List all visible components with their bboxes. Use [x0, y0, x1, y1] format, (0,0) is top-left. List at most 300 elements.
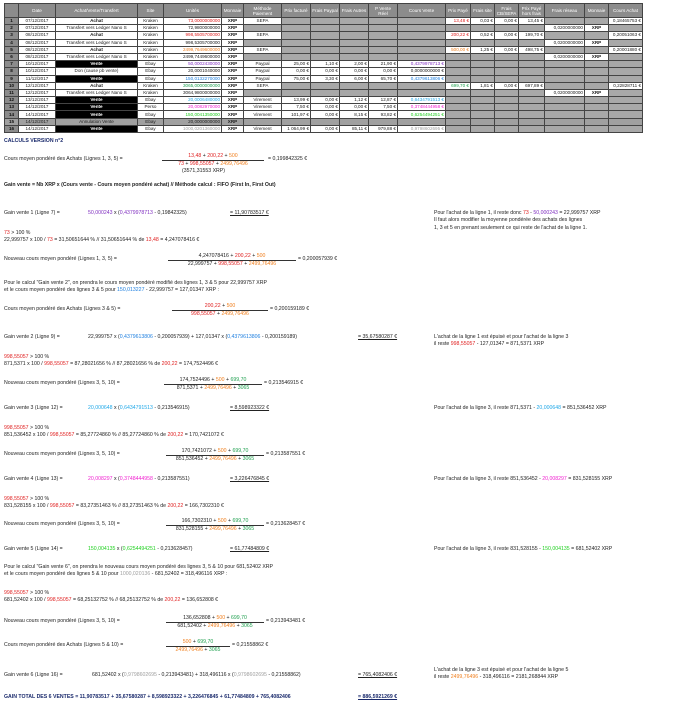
cell-fa: [340, 82, 369, 89]
cell-cur2: XRP: [585, 25, 609, 32]
cell-site: Kraken: [138, 89, 164, 96]
table-row: [5, 39, 643, 46]
table-row: [5, 61, 643, 68]
cell-cur: XRP: [222, 53, 244, 60]
formula: Gain vente = Nb XRP x (Cours vente - Cours moyen pondéré achat) // Méthode calcul : FIFO (First In, First Out): [4, 182, 276, 188]
cell-fc: [495, 118, 519, 125]
p3a: 998,55057 > 100 %: [4, 425, 50, 431]
cell-fp: [311, 32, 340, 39]
cell-type: Vente: [56, 97, 138, 104]
cell-pf: [282, 46, 311, 53]
cell-fs: [471, 89, 495, 96]
cell-fa: 0,00 €: [340, 104, 369, 111]
cell-pf: [282, 25, 311, 32]
cell-cv: [398, 46, 446, 53]
cell-type: Transfert vers Ledger Nano S: [56, 89, 138, 96]
g2-result: = 35,67580287 €: [358, 334, 398, 340]
cell-pp: [446, 68, 471, 75]
cell-type: Achat: [56, 18, 138, 25]
cell-cv: 0,0000000000 €: [398, 68, 446, 75]
cell-n: 15: [5, 118, 19, 125]
cmp35-numerator: 200,22 + 500: [172, 303, 268, 311]
cell-n: 12: [5, 97, 19, 104]
cell-pvr: 979,88 €: [369, 125, 398, 132]
cell-cur2: [585, 104, 609, 111]
cell-cur: XRP: [222, 82, 244, 89]
cell-cv: [398, 118, 446, 125]
cell-ca: [609, 89, 643, 96]
cell-type: Vente: [56, 111, 138, 118]
cell-date: 14/12/2017: [19, 104, 56, 111]
table-header-row: [5, 4, 643, 18]
note6-l2: il reste 2499,76496 - 318,496116 = 2181,268844 XRP: [434, 674, 559, 680]
cell-fp: 1,10 €: [311, 61, 340, 68]
cell-cur2: [585, 61, 609, 68]
cell-type: Vente: [56, 75, 138, 82]
ncmp1-denominator: 22,999757 + 998,55057 + 2499,76496: [187, 261, 277, 267]
cell-date: 08/12/2017: [19, 32, 56, 39]
para2-l1: Pour le calcul "Gain vente 2", on prendra le cours moyen pondéré modifié des lignes 1, 3 & 5 pour 22,999757 XRP: [4, 280, 267, 286]
cell-pp: [446, 39, 471, 46]
cell-pp: [446, 111, 471, 118]
g5-label: Gain vente 5 (Ligne 14) =: [4, 546, 63, 552]
column-header: Monnaie: [585, 4, 609, 18]
ncmp4-numerator: 166,7302310 + 500 + 699,70: [166, 518, 264, 526]
cell-ca: [609, 39, 643, 46]
cell-fr: 0,0200000000: [545, 39, 585, 46]
cell-units: 72,9800000000: [164, 25, 222, 32]
para6-l1: Pour le calcul "Gain vente 6", on prendra le nouveau cours moyen pondéré des lignes 3, 5 & 10 pour 681,52402 XRP: [4, 564, 273, 570]
cell-method: Virement: [244, 111, 282, 118]
cell-cv: [398, 39, 446, 46]
cell-n: 5: [5, 46, 19, 53]
cell-fc: [495, 25, 519, 32]
cell-cv: 0,4379613806 €: [398, 75, 446, 82]
p4b: 831,528155 x 100 / 998,55057 = 83,27351463 % // 83,27351463 % de 200,22 = 166,7302310 €: [4, 503, 224, 509]
column-header: [5, 4, 19, 18]
cmp1-fraction: [162, 153, 264, 168]
cell-fc: 0,00 €: [495, 18, 519, 25]
cell-n: 4: [5, 39, 19, 46]
cell-fr: [545, 125, 585, 132]
cell-pp: [446, 53, 471, 60]
cell-site: Kraken: [138, 53, 164, 60]
cell-cur2: XRP: [585, 53, 609, 60]
cell-fa: 8,15 €: [340, 111, 369, 118]
cell-ca: [609, 75, 643, 82]
cell-fa: 85,11 €: [340, 125, 369, 132]
cell-n: 3: [5, 32, 19, 39]
cell-fa: [340, 32, 369, 39]
cell-method: [244, 118, 282, 125]
cell-site: Kraken: [138, 32, 164, 39]
table-row: [5, 82, 643, 89]
cell-fp: 0,00 €: [311, 125, 340, 132]
cell-ca: [609, 111, 643, 118]
note1-l2: Il faut alors modifier la moyenne pondérée des achats des lignes: [434, 217, 583, 223]
table-row: [5, 32, 643, 39]
cell-pvr: 93,82 €: [369, 111, 398, 118]
p5b: 681,52402 x 100 / 998,55057 = 68,25132752 % // 68,25132752 % de 200,22 = 136,652808 €: [4, 597, 219, 603]
cell-pp: [446, 75, 471, 82]
cell-fa: [340, 89, 369, 96]
cell-fs: [471, 97, 495, 104]
cell-date: 08/12/2017: [19, 53, 56, 60]
cell-fc: 0,00 €: [495, 32, 519, 39]
ncmp5-denominator: 681,52402 + 2499,76496 + 3065: [177, 623, 253, 629]
cell-site: Kraken: [138, 18, 164, 25]
cell-units: 20,0001040000: [164, 68, 222, 75]
cell-cv: [398, 32, 446, 39]
g6-label: Gain vente 6 (Ligne 16) =: [4, 672, 63, 678]
cell-fp: 0,00 €: [311, 68, 340, 75]
cell-fs: 0,03 €: [471, 18, 495, 25]
cell-pvr: [369, 89, 398, 96]
g4-expr: 20,008297 x (0,3748444958 - 0,213587551): [88, 476, 190, 482]
cmp35-fraction: [172, 303, 268, 318]
cell-fr: [545, 104, 585, 111]
note3: Pour l'achat de la ligne 3, il reste 871,5371 - 20,000648 = 851,536452 XRP: [434, 405, 607, 411]
cell-fc: [495, 68, 519, 75]
cell-cur2: [585, 118, 609, 125]
ncmp2-result: = 0,213546915 €: [264, 380, 304, 386]
cmp35-result: = 0,200159189 €: [270, 306, 310, 312]
cell-cv: 0,6254494251 €: [398, 111, 446, 118]
cell-fr: [545, 111, 585, 118]
cell-date: 07/12/2017: [19, 18, 56, 25]
cell-pvr: [369, 32, 398, 39]
cell-pvr: [369, 25, 398, 32]
ncmp1-result: = 0,200057939 €: [298, 256, 338, 262]
g1-result: = 11,90783517 €: [230, 210, 269, 216]
cell-cur: XRP: [222, 89, 244, 96]
cell-cv: 0,6434791513 €: [398, 97, 446, 104]
column-header: Frais Autres: [340, 4, 369, 18]
cell-units: 3065,0000000000: [164, 82, 222, 89]
column-header: Méthode Paiement: [244, 4, 282, 18]
cell-n: 16: [5, 125, 19, 132]
column-header: P Vente Réel: [369, 4, 398, 18]
table-row: [5, 97, 643, 104]
cell-pp: 13,48 €: [446, 18, 471, 25]
ncmp1-label: Nouveau cours moyen pondéré (Lignes 1, 3, 5) =: [4, 256, 117, 262]
cell-fp: [311, 53, 340, 60]
total-result: = 886,5921269 €: [358, 694, 398, 700]
ncmp2-fraction: [164, 377, 262, 392]
cell-type: Achat: [56, 82, 138, 89]
cell-fr: [545, 118, 585, 125]
cell-fs: [471, 61, 495, 68]
cell-ca: 0,20001880 €: [609, 46, 643, 53]
ncmp1-fraction: [168, 253, 296, 268]
table-row: [5, 89, 643, 96]
cell-pphf: 498,75 €: [519, 46, 545, 53]
cell-method: Virement: [244, 104, 282, 111]
g5-result: = 61,77484809 €: [230, 546, 270, 552]
cell-site: Kraken: [138, 46, 164, 53]
cell-cur: XRP: [222, 97, 244, 104]
cell-site: Kraken: [138, 82, 164, 89]
cell-ca: [609, 118, 643, 125]
cell-cur: XRP: [222, 46, 244, 53]
p5a: 998,55057 > 100 %: [4, 590, 50, 596]
cell-pf: [282, 39, 311, 46]
cell-fa: [340, 53, 369, 60]
g3-expr: 20,000648 x (0,6434791513 - 0,213546915): [88, 405, 190, 411]
table-row: [5, 75, 643, 82]
cell-site: Ebay: [138, 111, 164, 118]
p1b: 22,999757 x 100 / 73 = 31,50651644 % // 31,50651644 % de 13,48 = 4,247078416 €: [4, 237, 200, 243]
cell-fr: 0,0200000000: [545, 25, 585, 32]
cell-date: 11/12/2017: [19, 75, 56, 82]
p3b: 851,536452 x 100 / 998,55057 = 85,27724860 % // 85,27724860 % de 200,22 = 170,7421072 €: [4, 432, 224, 438]
cell-pf: 25,00 €: [282, 61, 311, 68]
cell-cur2: XRP: [585, 39, 609, 46]
column-header: Cours Achat: [609, 4, 643, 18]
cell-units: 1000,0201360000: [164, 125, 222, 132]
cell-pf: [282, 32, 311, 39]
cell-pphf: [519, 104, 545, 111]
cell-units: 73,0000000000: [164, 18, 222, 25]
cell-units: 998,5505700000: [164, 32, 222, 39]
cell-pf: 1 064,99 €: [282, 125, 311, 132]
cell-fr: [545, 32, 585, 39]
column-header: Unités: [164, 4, 222, 18]
cell-fs: 0,52 €: [471, 32, 495, 39]
cell-pf: [282, 82, 311, 89]
cell-fa: 0,00 €: [340, 68, 369, 75]
column-header: Frais réseau: [545, 4, 585, 18]
cell-pvr: [369, 82, 398, 89]
cell-date: 10/12/2017: [19, 68, 56, 75]
cell-ca: 0,18465753 €: [609, 18, 643, 25]
cell-cv: [398, 25, 446, 32]
cell-pf: 101,97 €: [282, 111, 311, 118]
cell-n: 1: [5, 18, 19, 25]
cell-ca: [609, 25, 643, 32]
cell-cur: XRP: [222, 25, 244, 32]
cell-pvr: 65,70 €: [369, 75, 398, 82]
cell-fa: 6,00 €: [340, 75, 369, 82]
g6-result: = 765,4082406 €: [358, 672, 398, 678]
cell-site: Ebay: [138, 97, 164, 104]
cell-cur2: XRP: [585, 89, 609, 96]
cell-units: 20,0082970000: [164, 104, 222, 111]
cell-method: SEPA: [244, 82, 282, 89]
cell-fc: 0,00 €: [495, 82, 519, 89]
cell-cur: XRP: [222, 61, 244, 68]
cell-n: 14: [5, 111, 19, 118]
cmp510-result: = 0,21558862 €: [232, 642, 269, 648]
cell-site: Ebay: [138, 125, 164, 132]
cmp510-numerator: 500 + 699,70: [166, 639, 230, 647]
cell-units: 2499,7449600000: [164, 53, 222, 60]
cell-fc: 0,00 €: [495, 46, 519, 53]
cell-fc: [495, 125, 519, 132]
column-header: Frais site: [471, 4, 495, 18]
cell-fp: [311, 39, 340, 46]
cell-site: Kraken: [138, 39, 164, 46]
cell-pphf: [519, 68, 545, 75]
ncmp4-label: Nouveau cours moyen pondéré (Lignes 3, 5, 10) =: [4, 521, 120, 527]
note5: Pour l'achat de la ligne 3, il reste 831,528155 - 150,004135 = 681,52402 XRP: [434, 546, 613, 552]
cmp1-denominator: 73 + 998,55057 + 2499,76496: [178, 161, 248, 167]
cmp1-label: Cours moyen pondéré des Achats (Lignes 1, 3, 5) =: [4, 156, 123, 162]
cell-pvr: 21,90 €: [369, 61, 398, 68]
cell-pp: [446, 104, 471, 111]
ncmp4-fraction: [166, 518, 264, 533]
calc-title: CALCULS VERSION n°2: [4, 138, 64, 144]
cell-fr: [545, 61, 585, 68]
g4-label: Gain vente 4 (Ligne 13) =: [4, 476, 63, 482]
cell-site: Ebay: [138, 61, 164, 68]
column-header: Monnaie: [222, 4, 244, 18]
g5-expr: 150,004135 x (0,6254494251 - 0,213628457): [88, 546, 193, 552]
cell-cur: XRP: [222, 125, 244, 132]
cell-date: 13/12/2017: [19, 97, 56, 104]
table-row: [5, 104, 643, 111]
cmp35-denominator: 998,55057 + 2499,76496: [191, 311, 249, 317]
cell-cur2: [585, 46, 609, 53]
cmp510-label: Cours moyen pondéré des Achats (Lignes 5 & 10) =: [4, 642, 124, 648]
cell-fr: [545, 82, 585, 89]
cell-date: 07/12/2017: [19, 25, 56, 32]
ncmp4-denominator: 831,528155 + 2499,76496 + 3065: [175, 526, 255, 532]
cell-date: 12/12/2017: [19, 82, 56, 89]
cell-pf: 75,00 €: [282, 75, 311, 82]
g3-label: Gain vente 3 (Ligne 12) =: [4, 405, 63, 411]
cell-pp: [446, 89, 471, 96]
cell-fa: [340, 39, 369, 46]
cell-n: 9: [5, 75, 19, 82]
transactions-table: [4, 3, 643, 133]
column-header: Site: [138, 4, 164, 18]
cell-pf: 13,99 €: [282, 97, 311, 104]
cell-cv: 0,3748444958 €: [398, 104, 446, 111]
ncmp2-denominator: 871,5371 + 2499,76496 + 3065: [176, 385, 250, 391]
cell-fp: [311, 18, 340, 25]
cell-method: [244, 39, 282, 46]
cell-method: SEPA: [244, 32, 282, 39]
cell-method: Virement: [244, 97, 282, 104]
cell-fs: [471, 75, 495, 82]
cell-pf: 7,50 €: [282, 104, 311, 111]
cell-ca: [609, 104, 643, 111]
cell-fc: [495, 89, 519, 96]
cell-units: 2499,7649600000: [164, 46, 222, 53]
cell-fs: [471, 111, 495, 118]
cell-cur: XRP: [222, 111, 244, 118]
cell-fr: [545, 75, 585, 82]
cell-fa: 2,00 €: [340, 61, 369, 68]
cell-cur: XRP: [222, 39, 244, 46]
cell-fa: 1,12 €: [340, 97, 369, 104]
cell-fs: [471, 68, 495, 75]
cell-ca: [609, 61, 643, 68]
cell-type: Transfert vers Ledger Nano S: [56, 39, 138, 46]
cell-units: 20,0000000000: [164, 118, 222, 125]
cmp510-fraction: [166, 639, 230, 654]
cell-fs: 1,25 €: [471, 46, 495, 53]
cell-fs: [471, 53, 495, 60]
cell-n: 11: [5, 89, 19, 96]
cell-fc: [495, 61, 519, 68]
cell-cur2: [585, 125, 609, 132]
cell-cv: [398, 18, 446, 25]
cell-fa: [340, 118, 369, 125]
cell-fr: [545, 18, 585, 25]
cell-pphf: [519, 75, 545, 82]
cell-site: Kraken: [138, 25, 164, 32]
total-label: GAIN TOTAL DES 6 VENTES = 11,90783517 + 35,67580287 + 8,598923322 + 3,226476845 + 61,77484809 + 765,4082406: [4, 694, 291, 700]
cell-cur: XRP: [222, 75, 244, 82]
cell-fr: [545, 97, 585, 104]
cell-pphf: [519, 125, 545, 132]
cell-fs: [471, 125, 495, 132]
column-header: Date: [19, 4, 56, 18]
cell-fc: [495, 75, 519, 82]
cell-pphf: [519, 111, 545, 118]
ncmp4-result: = 0,213628457 €: [266, 521, 306, 527]
cell-fp: [311, 82, 340, 89]
cell-ca: 0,20051063 €: [609, 32, 643, 39]
cell-pp: 200,22 €: [446, 32, 471, 39]
cell-pphf: 697,89 €: [519, 82, 545, 89]
cell-site: Ebay: [138, 68, 164, 75]
cell-pphf: [519, 89, 545, 96]
cell-cv: [398, 53, 446, 60]
cell-cv: [398, 89, 446, 96]
cell-n: 2: [5, 25, 19, 32]
cmp35-label: Cours moyen pondéré des Achats (Lignes 3 & 5) =: [4, 306, 121, 312]
cell-cur: XRP: [222, 32, 244, 39]
table-row: [5, 25, 643, 32]
para2-l2: et le cours moyen pondéré des lignes 3 & 5 pour 150,013227 - 22,999757 = 127,01347 XRP :: [4, 287, 219, 293]
column-header: Achat/Vente/Transfert: [56, 4, 138, 18]
note1-l1: Pour l'achat de la ligne 1, il reste donc 73 - 50,000243 = 22,999757 XRP: [434, 210, 601, 216]
cell-type: Achat: [56, 46, 138, 53]
cell-date: 14/12/2017: [19, 118, 56, 125]
cell-n: 13: [5, 104, 19, 111]
cell-fp: 0,00 €: [311, 111, 340, 118]
p2b: 871,5371 x 100 / 998,55057 = 87,28021656 % // 87,28021656 % de 200,22 = 174,7524496 €: [4, 361, 219, 367]
cell-site: Ebay: [138, 75, 164, 82]
cell-method: Paypal: [244, 61, 282, 68]
cmp1-numerator: 13,48 + 200,22 + 500: [162, 153, 264, 161]
cell-ca: [609, 125, 643, 132]
cell-pvr: 0,00 €: [369, 68, 398, 75]
cell-type: Vente: [56, 61, 138, 68]
cell-pphf: 199,70 €: [519, 32, 545, 39]
ncmp5-label: Nouveau cours moyen pondéré (Lignes 3, 5, 10) =: [4, 618, 120, 624]
cell-pp: [446, 118, 471, 125]
cell-site: Ebay: [138, 118, 164, 125]
cell-method: SEPA: [244, 18, 282, 25]
cmp1-result: = 0,199842325 €: [268, 156, 308, 162]
cell-fs: [471, 118, 495, 125]
table-row: [5, 18, 643, 25]
cell-cv: 0,4379978713 €: [398, 61, 446, 68]
cell-fc: [495, 53, 519, 60]
cell-fc: [495, 39, 519, 46]
cell-cur2: [585, 111, 609, 118]
cell-pvr: [369, 46, 398, 53]
cell-site: Perso: [138, 104, 164, 111]
cell-pphf: [519, 25, 545, 32]
ncmp1-numerator: 4,247078416 + 200,22 + 500: [168, 253, 296, 261]
note1-l3: 1, 3 et 5 en prenant seulement ce qui reste de l'achat de la ligne 1.: [434, 225, 587, 231]
cell-pf: [282, 53, 311, 60]
